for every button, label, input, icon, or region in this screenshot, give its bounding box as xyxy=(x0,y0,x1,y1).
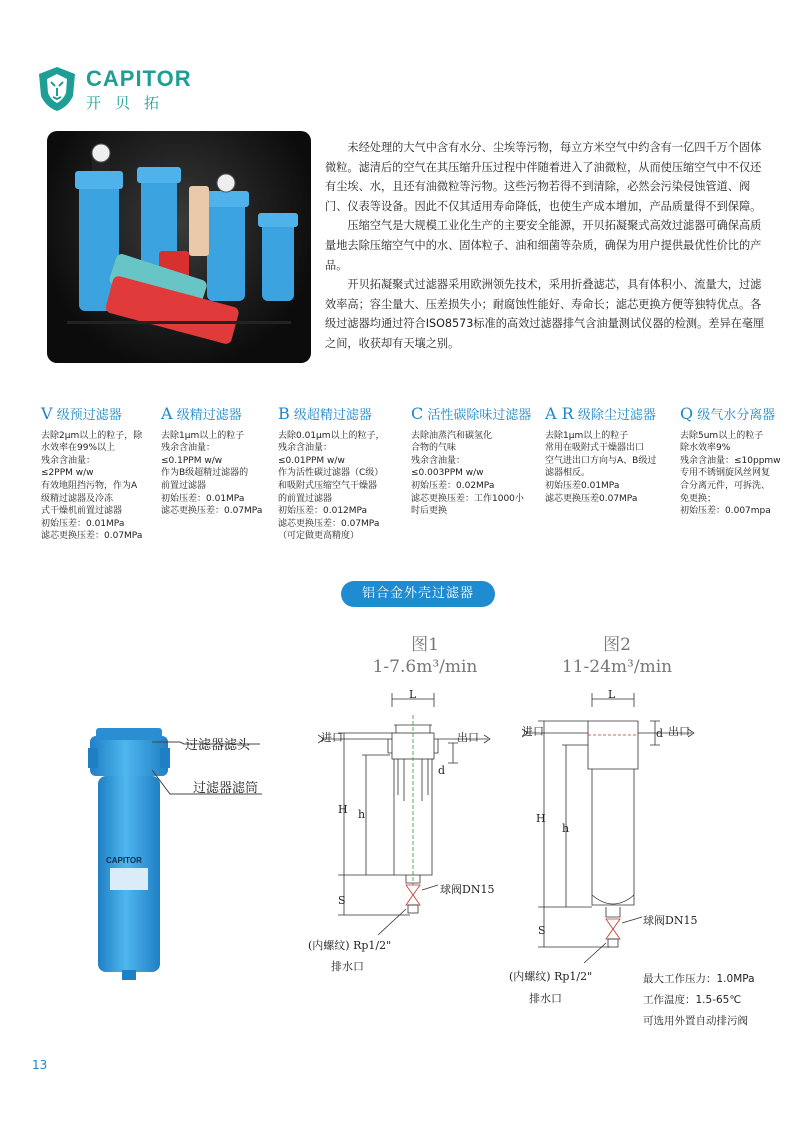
grade-description: 去除0.01μm以上的粒子， 残余含油量： ≤0.01PPM w/w 作为活性碳过滤器（C级） 和吸附式压缩空气干燥器 的前置过滤器 初始压差：0.012MPa 滤芯更换压差：0.07MPa （可定做更高精度） xyxy=(278,430,385,542)
intro-text xyxy=(325,138,770,354)
grade-title: Q 级气水分离器 xyxy=(680,404,776,423)
fig1-thread-label: (内螺纹) Rp1/2" xyxy=(308,939,392,952)
fig1-outlet-label: 出口 xyxy=(457,731,479,744)
grade-b xyxy=(278,404,406,543)
fig1-dim-l: L xyxy=(409,688,417,701)
grade-c xyxy=(411,404,537,518)
fig2-dim-d: d xyxy=(656,727,664,740)
fig2-outlet-label: 出口 xyxy=(668,725,690,738)
fig1-dim-h: h xyxy=(358,808,366,821)
grade-title: V 级预过滤器 xyxy=(41,404,122,423)
grade-title: A R 级除尘过滤器 xyxy=(545,404,656,423)
intro-paragraph-1: 未经处理的大气中含有水分、尘埃等污物，每立方米空气中约含有一亿四千万个固体微粒。滤清后的空气在其压缩升压过程中伴随着进入了油微粒，从而使压缩空气中不仅还有尘埃、水，且还有油微粒等污物。这些污物若得不到清除，必然会污染侵蚀管道、阀门、仪表等设备。因此不仅其适用寿命降低，也使生产成本增加，产品质量得不到保障。 xyxy=(325,141,762,213)
grade-a xyxy=(161,404,276,518)
product-photo xyxy=(47,131,311,363)
grade-description: 去除5um以上的粒子 除水效率9% 残余含油量：≤10ppmw 专用不锈钢旋风丝网复 合分离元件，可拆洗、 免更换； 初始压差：0.007mpa xyxy=(680,430,781,517)
intro-paragraph-2: 压缩空气是大规模工业化生产的主要安全能源，开贝拓凝聚式高效过滤器可确保高质量地去除压缩空气中的水、固体粒子、油和细菌等杂质，确保为用户提供最优性价比的产品。 xyxy=(325,219,762,272)
fig1-title: 图1 xyxy=(411,635,439,655)
spec-drain-option: 可选用外置自动排污阀 xyxy=(643,1015,748,1027)
fig2-dim-l: L xyxy=(608,688,616,701)
callout-filter-head: 过滤器滤头 xyxy=(185,738,251,753)
specifications xyxy=(643,969,755,1032)
fig1-valve-label: 球阀DN15 xyxy=(440,883,495,896)
fig2-inlet-label: 进口 xyxy=(522,725,544,738)
intro-paragraph-3: 开贝拓凝聚式过滤器采用欧洲领先技术，采用折叠滤芯，具有体积小、流量大，过滤效率高；容尘量大、压差损失小；耐腐蚀性能好、寿命长；滤芯更换方便等独特优点。各级过滤器均通过符合ISO8573标准的高效过滤器排气含油量测试仪器的检测。差异在毫厘之间，收获却有天壤之别。 xyxy=(325,278,765,350)
fig1-dim-d: d xyxy=(438,764,446,777)
grade-description: 去除1μm以上的粒子 常用在吸附式干燥器出口 空气进出口方向与A、B级过 滤器相反。 初始压差0.01MPa 滤芯更换压差0.07MPa xyxy=(545,430,657,504)
brand-name-cn: 开贝拓 xyxy=(86,94,174,112)
fig1-drain-label: 排水口 xyxy=(331,960,364,973)
grade-title: A 级精过滤器 xyxy=(161,404,242,423)
fig2-range: 11-24m³/min xyxy=(561,657,673,677)
fig2-thread-label: (内螺纹) Rp1/2" xyxy=(509,970,593,983)
fig1-dim-h-total: H xyxy=(338,803,348,816)
fig1-range: 1-7.6m³/min xyxy=(372,657,478,677)
grade-description: 去除1μm以上的粒子 残余含油量： ≤0.1PPM w/w 作为B级超精过滤器的 前置过滤器 初始压差：0.01MPa 滤芯更换压差：0.07MPa xyxy=(161,430,263,517)
brand-name-en: CAPITOR xyxy=(86,66,192,91)
spec-temperature: 工作温度：1.5-65℃ xyxy=(643,994,742,1006)
page-number: 13 xyxy=(32,1058,48,1072)
fig2-dim-h: h xyxy=(562,822,570,835)
grade-v xyxy=(41,404,153,543)
grade-title: C 活性碳除味过滤器 xyxy=(411,404,532,423)
grade-description: 去除2μm以上的粒子，除 水效率在99%以上 残余含油量： ≤2PPM w/w 有效地阻挡污物，作为A 级精过滤器及冷冻 式干燥机前置过滤器 初始压差：0.01MPa 滤芯更换压差：0.07MPa xyxy=(41,430,143,542)
fig1-dim-s: S xyxy=(338,894,346,907)
fig2-valve-label: 球阀DN15 xyxy=(643,914,698,927)
fig2-dim-h-total: H xyxy=(536,812,546,825)
fig2-drain-label: 排水口 xyxy=(529,992,562,1005)
callout-filter-bowl: 过滤器滤筒 xyxy=(193,781,259,796)
fig2-title: 图2 xyxy=(603,635,631,655)
product-label: CAPITOR xyxy=(106,856,142,865)
spec-max-pressure: 最大工作压力：1.0MPa xyxy=(643,973,755,985)
grade-title: B 级超精过滤器 xyxy=(278,404,372,423)
grade-q xyxy=(680,404,788,518)
grade-ar xyxy=(545,404,673,505)
grade-description: 去除油蒸汽和碳氢化 合物的气味 残余含油量： ≤0.003PPM w/w 初始压差：0.02MPa 滤芯更换压差：工作1000小 时后更换 xyxy=(411,430,524,517)
section-title: 铝合金外壳过滤器 xyxy=(341,581,495,607)
lion-logo-icon xyxy=(38,66,76,112)
fig1-inlet-label: 进口 xyxy=(321,731,343,744)
fig2-dim-s: S xyxy=(538,924,546,937)
